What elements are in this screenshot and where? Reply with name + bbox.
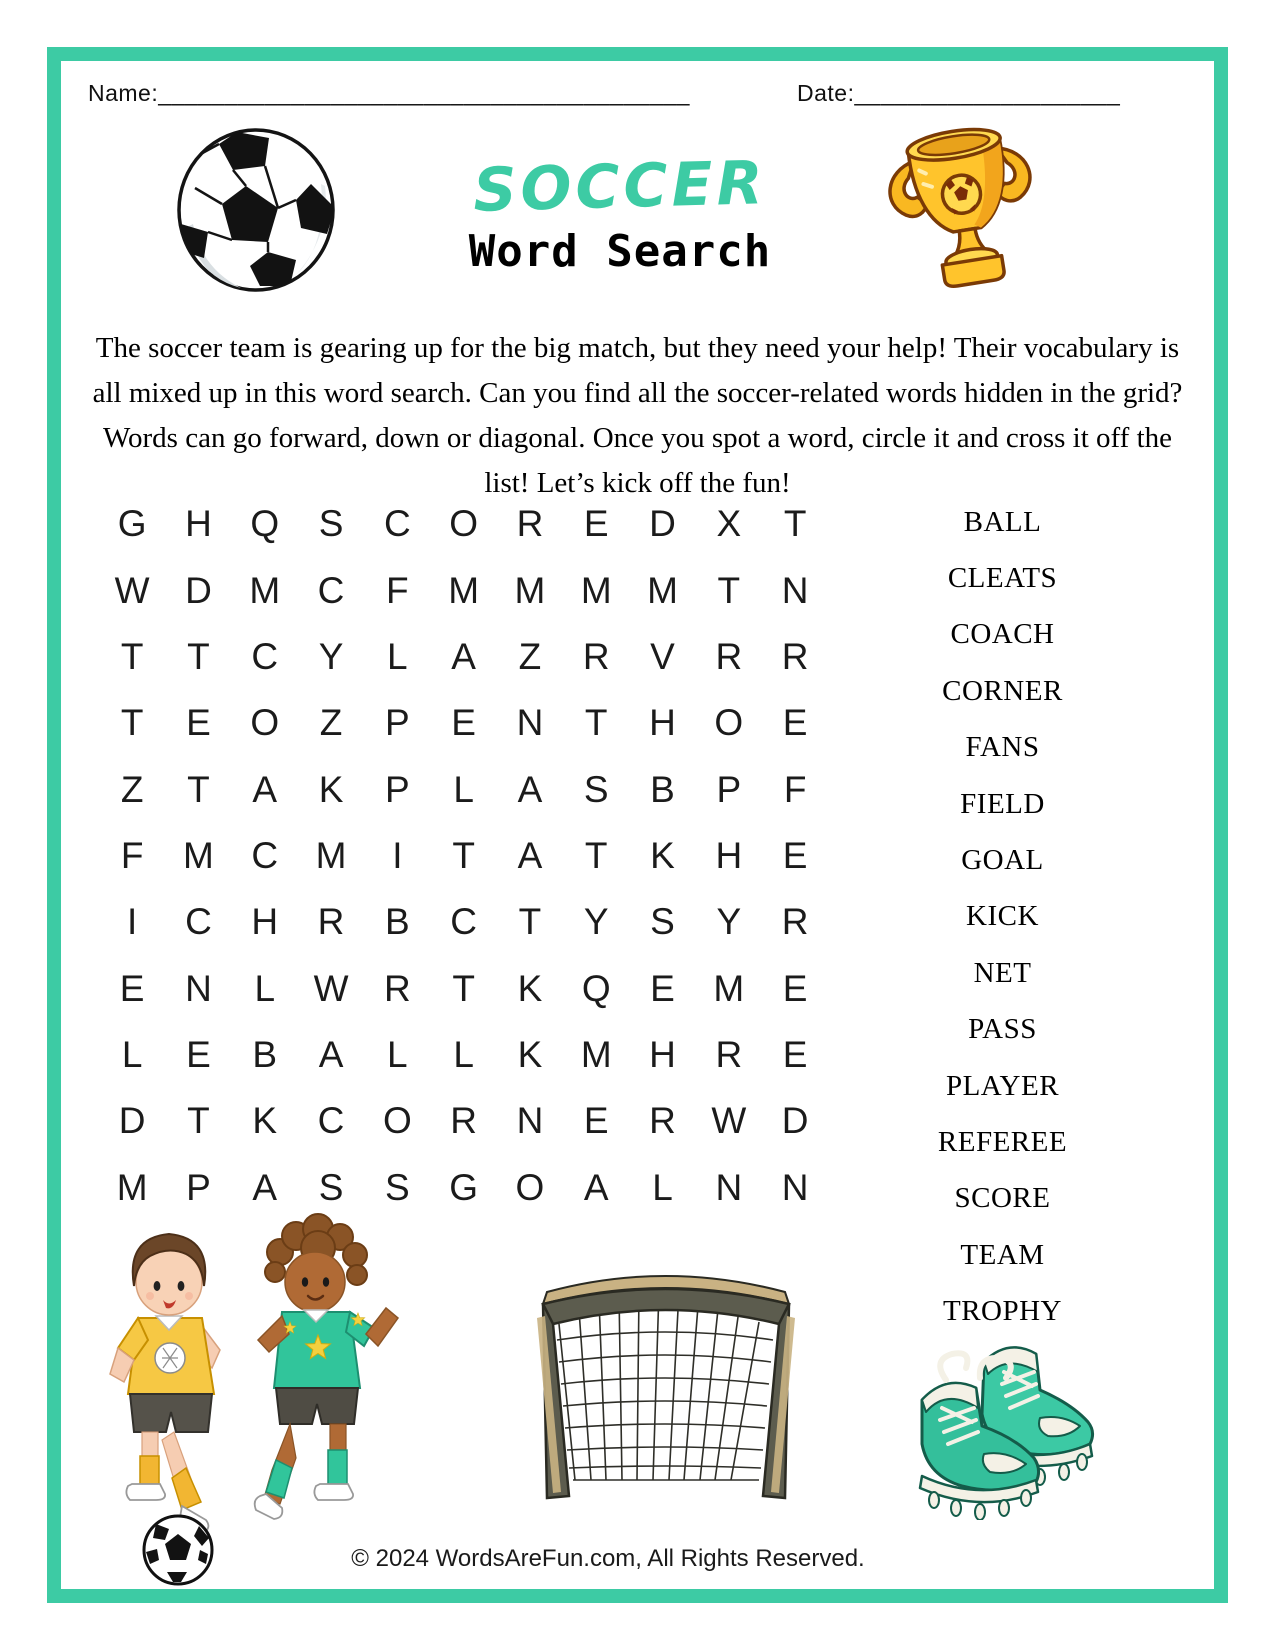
- grid-letter: A: [451, 635, 476, 677]
- grid-letter: O: [250, 702, 280, 744]
- word-list-item: COACH: [950, 618, 1055, 651]
- grid-letter: E: [186, 702, 211, 744]
- worksheet-title: [420, 148, 820, 277]
- grid-letter: W: [114, 569, 150, 611]
- grid-letter: T: [717, 569, 741, 611]
- grid-letter: E: [782, 967, 808, 1009]
- grid-letter: P: [186, 1166, 211, 1208]
- grid-letter: K: [517, 967, 543, 1009]
- grid-letter: M: [116, 1166, 148, 1208]
- grid-letter: D: [118, 1100, 146, 1142]
- grid-letter: O: [449, 503, 479, 545]
- grid-letter: T: [518, 901, 542, 943]
- word-list-item: FIELD: [960, 787, 1045, 820]
- grid-letter: P: [384, 702, 410, 744]
- grid-letter: L: [453, 768, 474, 810]
- grid-letter: M: [580, 569, 612, 611]
- grid-letter: T: [187, 768, 210, 810]
- grid-letter: N: [715, 1166, 743, 1208]
- grid-letter: M: [580, 1033, 612, 1075]
- grid-letter: E: [782, 1033, 808, 1075]
- grid-letter: E: [451, 702, 476, 744]
- grid-letter: C: [317, 569, 345, 611]
- grid-letter: L: [121, 1033, 143, 1075]
- grid-letter: R: [383, 967, 411, 1009]
- date-label: Date:: [797, 80, 855, 106]
- grid-letter: M: [514, 569, 546, 611]
- grid-letter: E: [583, 503, 609, 545]
- grid-letter: C: [251, 635, 279, 677]
- grid-letter: G: [117, 503, 147, 545]
- grid-letter: M: [713, 967, 745, 1009]
- word-list-item: PASS: [968, 1013, 1037, 1046]
- grid-letter: E: [119, 967, 145, 1009]
- grid-letter: C: [450, 901, 477, 943]
- grid-letter: T: [584, 702, 608, 744]
- grid-letter: L: [254, 967, 276, 1009]
- grid-letter: O: [382, 1100, 412, 1142]
- grid-letter: I: [127, 901, 138, 943]
- grid-letter: A: [318, 1033, 344, 1075]
- grid-letter: N: [516, 702, 544, 744]
- grid-letter: R: [715, 635, 743, 677]
- grid-letter: F: [120, 834, 144, 876]
- grid-letter: T: [452, 967, 475, 1009]
- grid-letter: M: [249, 569, 281, 611]
- grid-letter: Z: [120, 768, 144, 810]
- grid-letter: N: [185, 967, 212, 1009]
- grid-letter: B: [650, 768, 675, 810]
- grid-letter: W: [711, 1100, 747, 1142]
- grid-letter: A: [252, 768, 278, 810]
- word-list-item: FANS: [965, 731, 1040, 764]
- grid-letter: I: [392, 834, 403, 876]
- grid-letter: A: [517, 834, 543, 876]
- word-list-item: CLEATS: [947, 562, 1058, 595]
- grid-letter: X: [716, 503, 742, 545]
- grid-letter: L: [652, 1166, 673, 1208]
- name-blank-line: ________________________________________: [158, 80, 690, 106]
- grid-letter: T: [120, 635, 144, 677]
- grid-letter: E: [782, 834, 808, 876]
- grid-letter: L: [453, 1033, 474, 1075]
- grid-letter: L: [387, 1033, 408, 1075]
- grid-letter: G: [449, 1166, 479, 1208]
- date-field: [797, 80, 1120, 107]
- word-list-item: TROPHY: [942, 1295, 1062, 1328]
- grid-letter: O: [515, 1166, 545, 1208]
- grid-letter: R: [516, 503, 544, 545]
- word-list: [880, 494, 1125, 1340]
- grid-letter: D: [649, 503, 676, 545]
- grid-letter: E: [583, 1100, 609, 1142]
- trophy-icon: [870, 116, 1058, 304]
- grid-letter: Q: [250, 503, 280, 545]
- kids-playing-soccer-icon: [68, 1198, 413, 1590]
- title-soccer: SOCCER: [472, 148, 768, 226]
- grid-letter: C: [383, 503, 411, 545]
- grid-letter: M: [448, 569, 480, 611]
- grid-letter: V: [650, 635, 675, 677]
- grid-letter: N: [781, 1166, 809, 1208]
- grid-letter: T: [452, 834, 475, 876]
- grid-letter: F: [386, 569, 409, 611]
- grid-letter: R: [781, 901, 809, 943]
- grid-letter: C: [251, 834, 279, 876]
- word-list-item: SCORE: [954, 1182, 1051, 1215]
- grid-letter: D: [781, 1100, 809, 1142]
- grid-letter: B: [384, 901, 410, 943]
- grid-letter: B: [252, 1033, 278, 1075]
- grid-letter: T: [783, 503, 807, 545]
- name-label: Name:: [88, 80, 159, 106]
- grid-letter: R: [450, 1100, 477, 1142]
- word-list-item: PLAYER: [945, 1069, 1060, 1102]
- word-list-item: NET: [973, 956, 1032, 989]
- grid-letter: Z: [518, 635, 542, 677]
- grid-letter: R: [317, 901, 345, 943]
- grid-letter: A: [517, 768, 543, 810]
- grid-letter: E: [186, 1033, 211, 1075]
- grid-letter: Y: [318, 635, 344, 677]
- grid-letter: Y: [583, 901, 609, 943]
- grid-letter: M: [183, 834, 214, 876]
- soccer-goal-icon: [523, 1236, 808, 1512]
- soccer-ball-icon: [175, 126, 340, 294]
- grid-letter: R: [582, 635, 610, 677]
- cleats-icon: [888, 1326, 1120, 1520]
- word-list-item: TEAM: [960, 1238, 1045, 1271]
- grid-letter: S: [384, 1166, 410, 1208]
- grid-letter: H: [251, 901, 279, 943]
- grid-letter: K: [318, 768, 344, 810]
- grid-letter: T: [187, 635, 210, 677]
- grid-letter: T: [120, 702, 144, 744]
- grid-letter: P: [716, 768, 742, 810]
- grid-letter: H: [649, 1033, 676, 1075]
- grid-letter: C: [185, 901, 212, 943]
- grid-letter: M: [315, 834, 347, 876]
- grid-letter: F: [783, 768, 807, 810]
- grid-letter: H: [649, 702, 676, 744]
- grid-letter: K: [517, 1033, 543, 1075]
- grid-letter: R: [649, 1100, 676, 1142]
- name-field: [88, 80, 690, 107]
- grid-letter: C: [317, 1100, 345, 1142]
- grid-letter: H: [185, 503, 212, 545]
- grid-letter: Z: [319, 702, 343, 744]
- word-list-item: CORNER: [942, 674, 1063, 707]
- grid-letter: S: [583, 768, 609, 810]
- word-grid: [99, 491, 828, 1221]
- grid-letter: D: [185, 569, 212, 611]
- grid-letter: M: [647, 569, 678, 611]
- grid-letter: S: [650, 901, 675, 943]
- word-list-item: GOAL: [961, 844, 1044, 877]
- grid-letter: R: [715, 1033, 743, 1075]
- grid-letter: L: [387, 635, 408, 677]
- grid-letter: T: [584, 834, 608, 876]
- title-word-search: Word Search: [468, 226, 772, 277]
- grid-letter: A: [252, 1166, 278, 1208]
- grid-letter: S: [318, 503, 344, 545]
- word-list-item: KICK: [966, 900, 1039, 933]
- grid-letter: E: [782, 702, 808, 744]
- grid-letter: S: [318, 1166, 344, 1208]
- grid-letter: N: [516, 1100, 544, 1142]
- word-list-item: REFEREE: [937, 1125, 1068, 1158]
- grid-letter: E: [650, 967, 675, 1009]
- grid-letter: Y: [716, 901, 742, 943]
- grid-letter: P: [384, 768, 410, 810]
- grid-letter: H: [715, 834, 743, 876]
- grid-letter: W: [313, 967, 349, 1009]
- copyright-text: © 2024 WordsAreFun.com, All Rights Reserved.: [351, 1545, 865, 1572]
- grid-letter: N: [781, 569, 809, 611]
- grid-letter: T: [187, 1100, 210, 1142]
- grid-letter: A: [583, 1166, 609, 1208]
- grid-letter: O: [714, 702, 744, 744]
- instructions-text: The soccer team is gearing up for the big match, but they need your help! Their vocabulary is all mixed up in this word search. Can you find all the soccer-related words hidden in the grid? Words can go forward, down or diagonal. Once you spot a word, circle it and cross it off the list! Let’s kick off the fun!: [92, 332, 1183, 499]
- grid-letter: K: [650, 834, 675, 876]
- word-list-item: BALL: [963, 505, 1042, 538]
- grid-letter: Q: [581, 967, 611, 1009]
- grid-letter: R: [781, 635, 809, 677]
- grid-letter: K: [252, 1100, 278, 1142]
- date-blank-line: ____________________: [854, 80, 1121, 106]
